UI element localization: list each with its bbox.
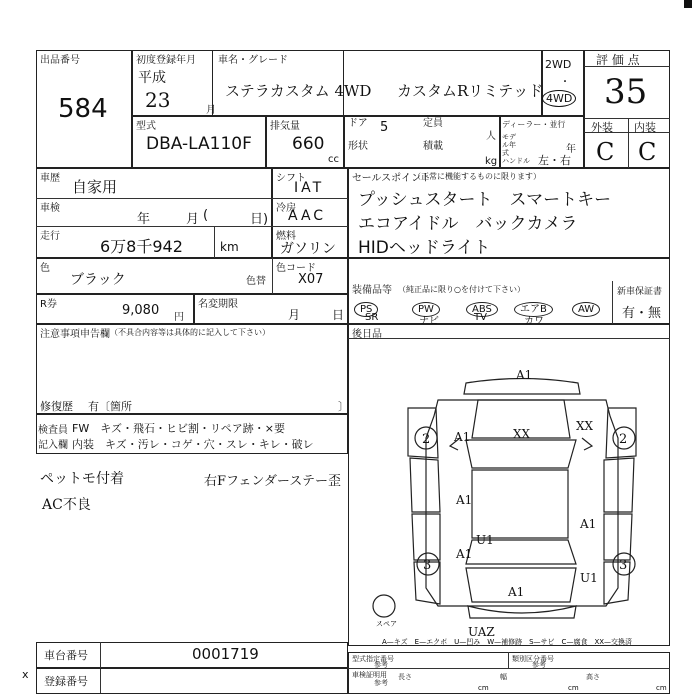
- deadline-label: 名変期限: [198, 299, 238, 310]
- mark-left-door: A1: [456, 493, 473, 507]
- inspector-fill-label: 記入欄: [38, 440, 68, 451]
- length-label: 長さ: [398, 673, 412, 681]
- handwritten-ac-fault: AC不良: [42, 497, 91, 513]
- score-label: 評 価 点: [596, 53, 640, 67]
- diagram-left-front-door: [410, 458, 440, 512]
- inspection-label: 車検: [40, 203, 60, 214]
- mark-hood: XX: [513, 427, 531, 441]
- car-name-label: 車名・グレード: [218, 55, 288, 66]
- equip-aw: AW: [572, 297, 600, 317]
- sales-line-3: HIDヘッドライト: [358, 238, 491, 258]
- model-year-label: モデル年式: [502, 133, 516, 157]
- handwritten-pet-hair: ペットモ付着: [40, 471, 124, 487]
- height-label: 高さ: [586, 673, 600, 681]
- displacement-label: 排気量: [270, 121, 300, 132]
- repair-value: 有〔箇所: [88, 400, 132, 413]
- inspector-line-1: FW キズ・飛石・ヒビ割・リペア跡・×要: [72, 422, 285, 435]
- equip-ps: PS: [354, 297, 378, 317]
- equip-abs: ABS: [466, 297, 498, 317]
- width-label: 幅: [500, 673, 507, 681]
- sales-line-1: プッシュスタート スマートキー: [358, 190, 612, 210]
- diagram-legend: A—キズ E—エクボ U—凹み W—補修跡 S—サビ C—腐食 XX—交換済: [382, 638, 633, 646]
- type-ref: 参考: [374, 661, 388, 669]
- history-value: 自家用: [72, 178, 118, 196]
- mark-right-quarter: U1: [580, 571, 598, 585]
- car-diagram: [348, 338, 670, 646]
- cert-ref: 参考: [374, 679, 388, 687]
- body-label: 形状: [348, 141, 368, 152]
- load-unit: kg: [485, 156, 498, 167]
- ac-label: 冷房: [276, 203, 296, 214]
- x-mark: x: [22, 668, 29, 681]
- registration-era: 平成: [138, 70, 166, 86]
- doors-label: ドア: [348, 118, 368, 129]
- diagram-spare-tire: [373, 595, 395, 617]
- repair-close: 〕: [338, 400, 349, 413]
- lot-label: 出品番号: [40, 55, 80, 66]
- handle-value: 左・右: [538, 154, 571, 167]
- equip-airbag: エアB: [514, 297, 553, 317]
- ac-value: AAC: [288, 208, 327, 224]
- mark-rear-bumper: UAZ: [468, 625, 495, 639]
- height-cm: cm: [656, 684, 667, 692]
- lot-number: 584: [58, 94, 108, 124]
- equip-leather: カワ: [524, 316, 544, 327]
- class-label: 類別区分番号: [512, 655, 554, 663]
- equip-tv: TV: [474, 312, 487, 323]
- inspection-month: 月: [186, 212, 200, 227]
- grade-ext-label: 外装: [591, 121, 613, 134]
- chassis-label: 車台番号: [44, 649, 88, 662]
- doors-value: 5: [380, 120, 389, 135]
- mark-rear: U1: [476, 533, 494, 547]
- mark-right-fender: XX: [576, 419, 594, 433]
- equipment-label: 装備品等: [352, 285, 392, 296]
- recycle-value: 9,080: [122, 303, 160, 318]
- deadline-month: 月: [288, 308, 301, 322]
- length-cm: cm: [478, 684, 489, 692]
- cert-label: 車検証明用: [352, 671, 387, 679]
- equip-navi: ナビ: [419, 316, 439, 327]
- footer-box: [348, 652, 670, 694]
- recycle-unit: 円: [174, 312, 184, 323]
- history-label: 車歴: [40, 173, 60, 184]
- plate-label: 登録番号: [44, 675, 88, 688]
- color-value: ブラック: [70, 272, 126, 288]
- mileage-value: 6万8千942: [100, 237, 183, 256]
- model-value: DBA-LA110F: [146, 134, 252, 154]
- grade-int-label: 内装: [634, 121, 656, 134]
- new-warranty-label: 新車保証書: [617, 287, 663, 297]
- diagram-windshield: [466, 440, 576, 468]
- color-num-label: 色替: [246, 276, 266, 287]
- score-handwritten: 35: [604, 72, 648, 112]
- diagram-roof: [472, 470, 568, 538]
- car-name: ステラカスタム 4WD: [225, 82, 372, 100]
- diagram-rear-bumper: [468, 606, 576, 618]
- color-label: 色: [40, 263, 50, 274]
- sales-note: （正常に機能するものに限ります）: [413, 172, 541, 181]
- displacement-value: 660: [292, 134, 325, 154]
- chassis-value: 0001719: [192, 645, 259, 663]
- shift-value: IAT: [294, 180, 325, 196]
- mark-left-fender: A1: [454, 430, 471, 444]
- diagram-right-mirror: [582, 438, 592, 450]
- recycle-label: R券: [40, 299, 57, 310]
- spare-label: スペア: [376, 620, 397, 628]
- drive-dot: ・: [560, 77, 570, 88]
- sales-label: セールスポイント: [352, 173, 432, 184]
- notes-label: 注意事項申告欄: [40, 329, 110, 340]
- color-code-value: X07: [298, 272, 324, 287]
- mileage-label: 走行: [40, 231, 60, 242]
- inspector-line-2: 内装 キズ・汚レ・コゲ・穴・スレ・キレ・破レ: [72, 438, 314, 451]
- color-code-label: 色コード: [276, 263, 316, 274]
- mark-front-bumper: A1: [516, 368, 533, 382]
- displacement-unit: cc: [328, 154, 339, 165]
- mark-right-door: A1: [580, 517, 597, 531]
- drive-2wd: 2WD: [545, 58, 572, 71]
- handle-label: ハンドル: [502, 157, 530, 165]
- new-warranty-value: 有・無: [622, 306, 662, 321]
- inspection-year: 年: [137, 212, 151, 227]
- deadline-day: 日: [332, 308, 345, 322]
- shift-label: シフト: [276, 173, 306, 184]
- equip-pw: PW: [412, 297, 440, 317]
- load-label: 積載: [423, 141, 443, 152]
- car-grade: カスタムRリミテッド: [397, 82, 544, 100]
- grade-int-value: C: [638, 138, 657, 166]
- drive-4wd: 4WD: [542, 90, 576, 107]
- capacity-label: 定員: [423, 118, 443, 129]
- mark-left-quarter: A1: [456, 547, 473, 561]
- corner-mark: [684, 0, 692, 8]
- fuel-label: 燃料: [276, 231, 296, 242]
- tire-rf: 2: [619, 432, 628, 447]
- fuel-value: ガソリン: [280, 241, 336, 257]
- recycle-box: [36, 294, 194, 324]
- capacity-unit: 人: [486, 131, 496, 142]
- type-label: 型式指定番号: [352, 655, 394, 663]
- inspection-paren: (: [203, 208, 209, 223]
- inspector-check-label: 検査員: [38, 425, 68, 436]
- model-label: 型式: [136, 121, 156, 132]
- diagram-right-front-door: [604, 458, 634, 512]
- equip-sr: SR: [365, 312, 379, 323]
- handwritten-fender: 右Fフェンダーステー歪: [204, 474, 341, 489]
- mark-tailgate: A1: [508, 585, 525, 599]
- mileage-unit: km: [220, 240, 239, 254]
- dealer-label: ディーラー・並行: [502, 120, 566, 129]
- sales-line-2: エコアイドル バックカメラ: [358, 214, 578, 234]
- registration-year: 23: [145, 88, 171, 112]
- inspection-day: 日): [250, 212, 269, 227]
- after-day-label: 後日品: [352, 329, 382, 340]
- class-ref: 参考: [532, 661, 546, 669]
- registration-label: 初度登録年月: [136, 55, 196, 66]
- tire-rr: 3: [619, 558, 628, 573]
- model-year-unit: 年: [566, 144, 576, 155]
- tire-lr: 3: [423, 558, 432, 573]
- grade-ext-value: C: [596, 138, 615, 166]
- width-cm: cm: [568, 684, 579, 692]
- registration-month-unit: 月: [206, 105, 216, 116]
- repair-label: 修復歴: [40, 400, 73, 413]
- equipment-note: （純正品に限り○を付けて下さい）: [398, 285, 525, 294]
- tire-lf: 2: [422, 432, 431, 447]
- notes-sub: （不具合内容等は具体的に記入して下さい）: [110, 328, 270, 337]
